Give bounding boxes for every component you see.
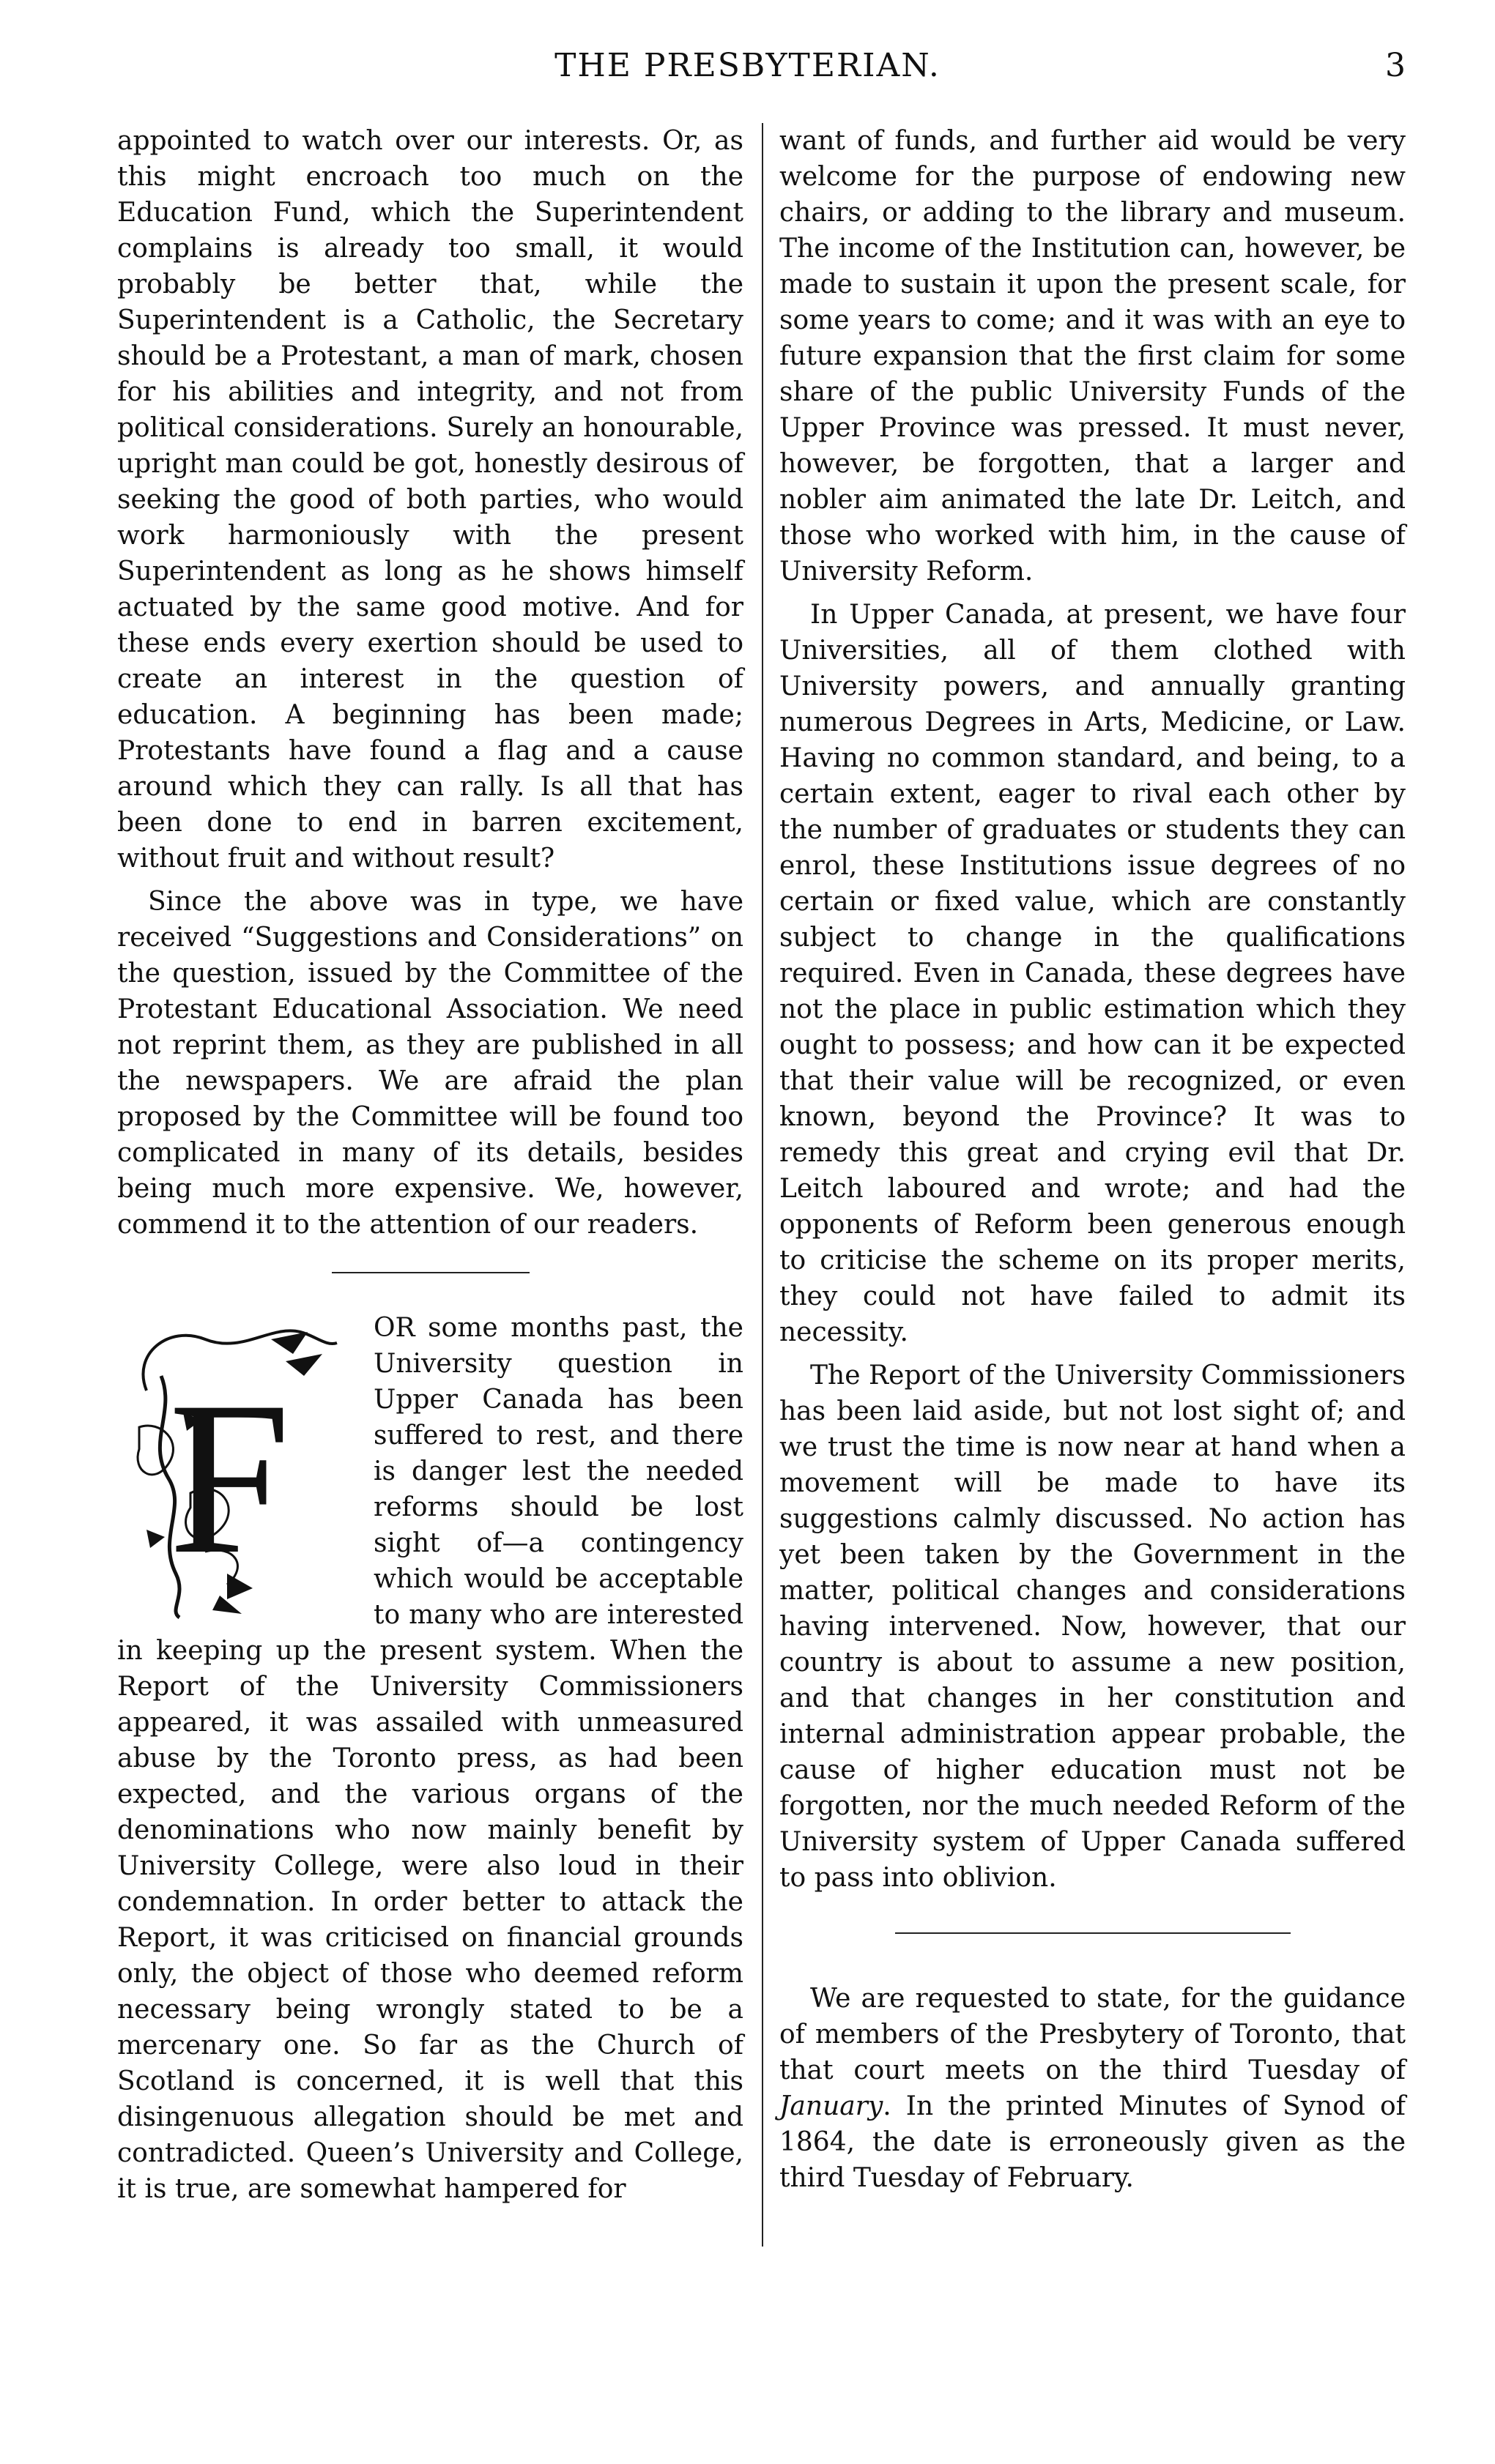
column-divider xyxy=(762,123,763,2247)
paragraph-suggestions: Since the above was in type, we have received “Suggestions and Considerations” on the question, issued by the Committee of the Protestant Educational Association. We need not reprint them, as they are published in all the newspapers. We are afraid the plan proposed by the Committee will be found too complicated in many of its details, besides being much more expensive. We, however, commend it to the attention of our readers. xyxy=(117,887,743,1240)
page-number: 3 xyxy=(1385,47,1406,84)
paragraph-universities: In Upper Canada, at present, we have four Universities, all of them clothed with University powers, and annually granting numerous Degrees in Arts, Medicine, or Law. Having no common standard, and being, to a certain extent, eager to rival each other by the number of graduates or students they can enrol, these Institutions issue degrees of no certain or fixed value, which are constantly subject to change in the qualifications required. Even in Canada, these degrees have not the place in public estimation which they ought to possess; and how can it be expected that their value will be recognized, or even known, beyond the Province? It was to remedy this great and crying evil that Dr. Leitch laboured and wrote; and had the opponents of Reform been generous enough to criticise the scheme on its proper merits, they could not have failed to admit its necessity. xyxy=(779,600,1406,1347)
running-title: THE PRESBYTERIAN. xyxy=(554,47,941,84)
paragraph-funds: want of funds, and further aid would be very welcome for the purpose of endowing new chairs, or adding to the library and museum. The income of the Institution can, however, be made to sustain it upon the present scale, for some years to come; and it was with an eye to future expansion that the first claim for some share of the public University Funds of the Upper Province was pressed. It must never, however, be forgotten, that a larger and nobler aim animated the late Dr. Leitch, and those who worked with him, in the cause of University Reform. xyxy=(779,126,1406,587)
section-divider xyxy=(895,1932,1291,1934)
ornamental-initial xyxy=(117,1310,359,1621)
paragraph-education-secretary: appointed to watch over our interests. Or, as this might encroach too much on the Education Fund, which the Superintendent complains is already too small, it would probably be better that, while the Superintendent is a Catholic, the Secretary should be a Protestant, a man of mark, chosen for his abilities and integrity, and not from political considerations. Surely an honourable, upright man could be got, honestly desirous of seeking the good of both parties, who would work harmoniously with the present Superintendent as long as he shows himself actuated by the same good motive. And for these ends every exertion should be used to create an interest in the question of education. A beginning has been made; Protestants have found a flag and a cause around which they can rally. Is all that has been done to end in barren excitement, without fruit and without result? xyxy=(117,126,743,874)
page-header xyxy=(0,44,1495,95)
notice-text-end: . In the printed Minutes of Synod of 1864, the date is erroneously given as the third Tuesday of February. xyxy=(779,2091,1406,2193)
paragraph-commissioners-report: The Report of the University Commissioners has been laid aside, but not lost sight of; and we trust the time is now near at hand when a movement will be made to have its suggestions calmly discussed. No action has yet been taken by the Government in the matter, political changes and considerations having intervened. Now, however, that our country is about to assume a new position, and that changes in her constitution and internal administration appear probable, the cause of higher education must not be forgotten, nor the much needed Reform of the University system of Upper Canada suffered to pass into oblivion. xyxy=(779,1361,1406,1893)
svg-text:F: F xyxy=(168,1356,291,1599)
notice-month: January xyxy=(779,2091,883,2121)
ornamental-initial-icon xyxy=(117,1310,359,1621)
paragraph-university-question: OR some months past, the University question in Upper Canada has been suffered to rest, and there is danger lest the needed reforms should be lost sight of—a contingency which would be acceptable to many who are interested in keeping up the present system. When the Report of the University Commissioners appeared, it was assailed with unmeasured abuse by the Toronto press, as had been expected, and the various organs of the denominations who now mainly benefit by University College, were also loud in their condemnation. In order better to attack the Report, it was criticised on financial grounds only, the object of those who deemed reform necessary being wrongly stated to be a mercenary one. So far as the Church of Scotland is concerned, it is well that this disingenuous allegation should be met and contradicted. Queen’s University and College, it is true, are somewhat hampered for xyxy=(117,1313,743,2204)
paragraph-presbytery-notice xyxy=(779,1981,1406,2196)
section-divider xyxy=(332,1272,530,1273)
right-column xyxy=(779,123,1406,2196)
left-column xyxy=(117,123,743,2207)
notice-text-start: We are requested to state, for the guidance of members of the Presbytery of Toronto, that that court meets on the third Tuesday of xyxy=(779,1984,1406,2085)
